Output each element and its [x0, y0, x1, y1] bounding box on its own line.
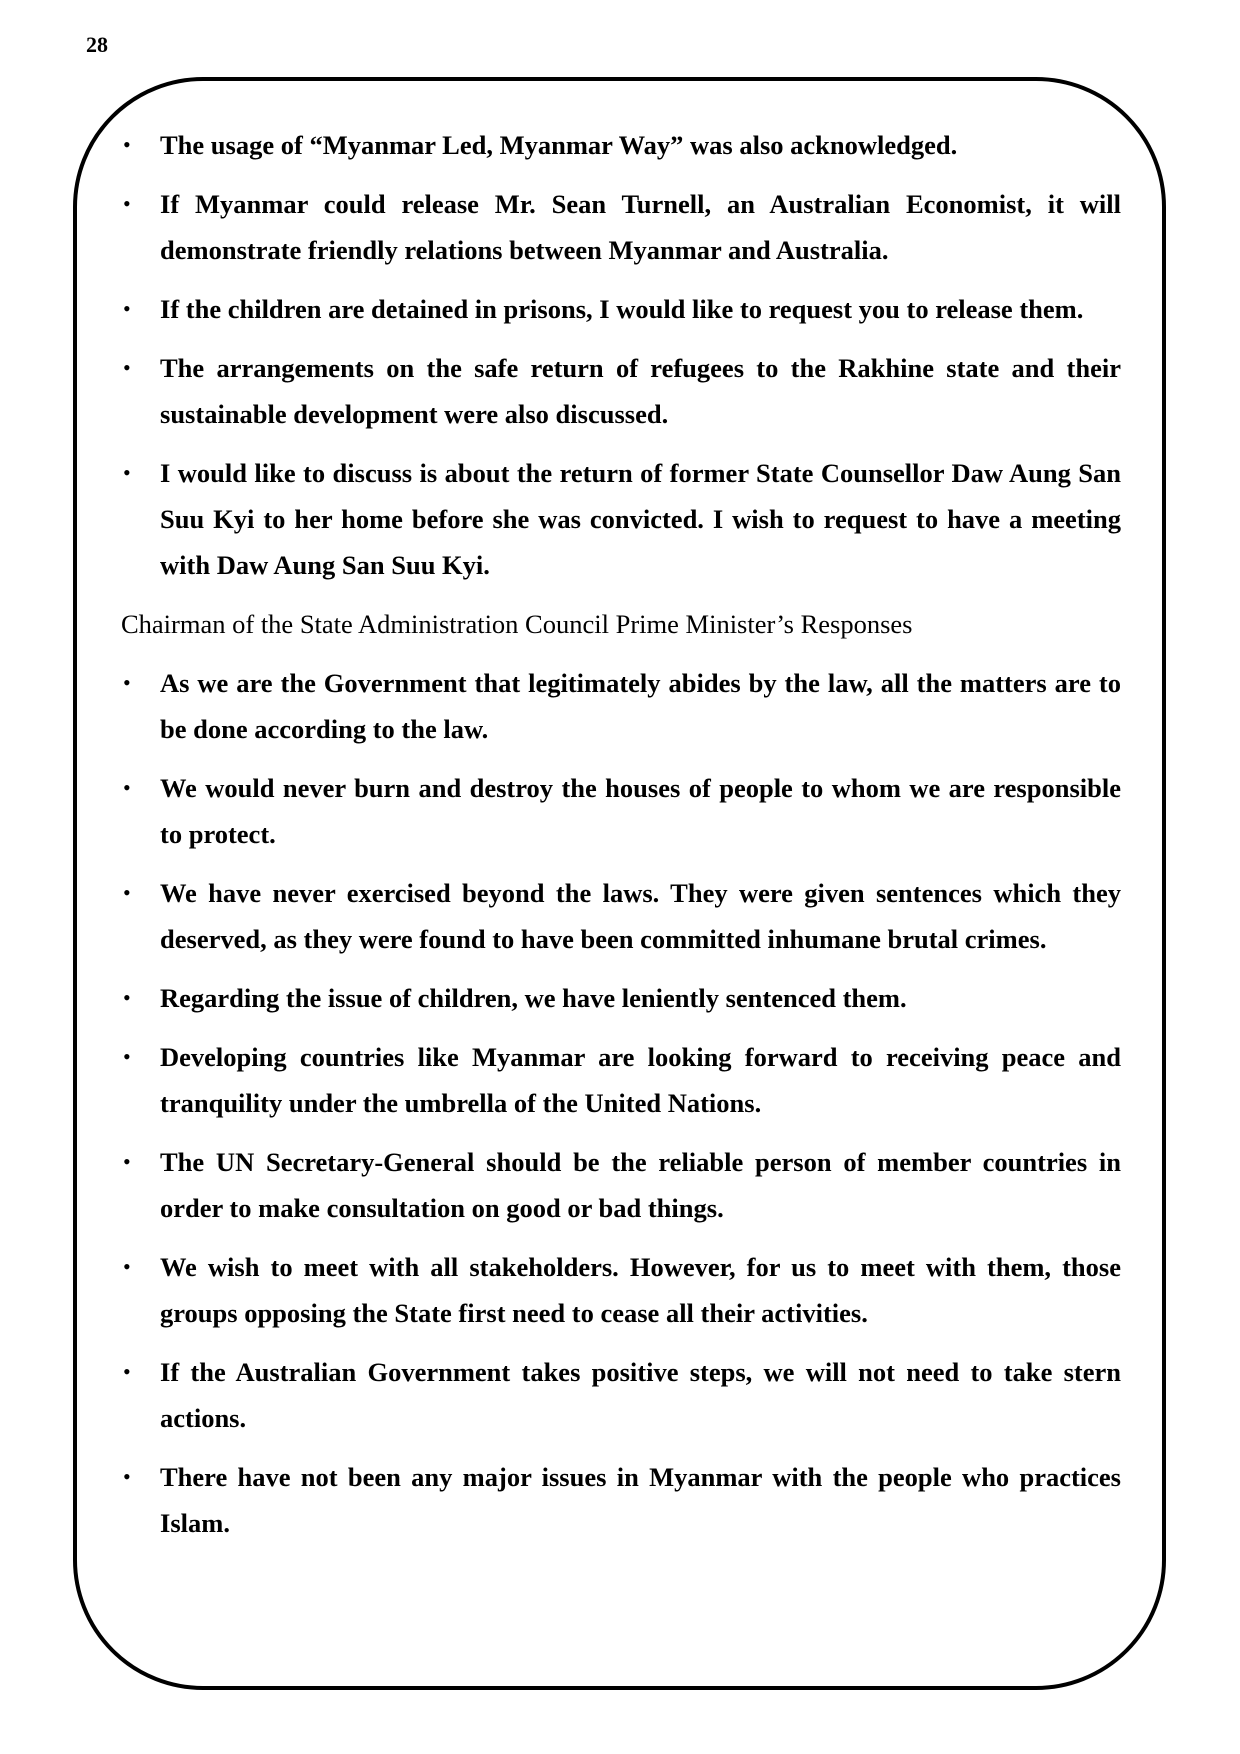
bullet-item-text: The UN Secretary-General should be the reliable person of member countries in order to make consultation on good or bad things. [160, 1147, 1121, 1223]
bullet-item [121, 450, 1121, 588]
bullet-icon: • [123, 1464, 131, 1489]
bullet-icon: • [123, 296, 131, 321]
bullet-icon: • [123, 775, 131, 800]
bullet-item [121, 1034, 1121, 1126]
bullet-item-text: Developing countries like Myanmar are looking forward to receiving peace and tranquility under the umbrella of the United Nations. [160, 1042, 1121, 1118]
bullet-item [121, 1349, 1121, 1441]
bullet-item [121, 181, 1121, 273]
bullet-icon: • [123, 132, 131, 157]
page-content [121, 122, 1121, 1559]
bullet-icon: • [123, 460, 131, 485]
bullet-icon: • [123, 191, 131, 216]
bullet-item [121, 1454, 1121, 1546]
bullet-item [121, 1139, 1121, 1231]
bullet-icon: • [123, 1149, 131, 1174]
request-bullet-list [121, 122, 1121, 588]
bullet-icon: • [123, 1254, 131, 1279]
bullet-item [121, 660, 1121, 752]
page-number: 28 [86, 32, 108, 57]
bullet-item [121, 1244, 1121, 1336]
bullet-item [121, 975, 1121, 1021]
bullet-icon: • [123, 355, 131, 380]
bullet-item-text: The usage of “Myanmar Led, Myanmar Way” was also acknowledged. [160, 130, 958, 160]
bullet-item [121, 345, 1121, 437]
bullet-item [121, 286, 1121, 332]
bullet-item-text: We have never exercised beyond the laws. They were given sentences which they deserved, as they were found to have been committed inhumane brutal crimes. [160, 878, 1121, 954]
bullet-item-text: We wish to meet with all stakeholders. However, for us to meet with them, those groups opposing the State first need to cease all their activities. [160, 1252, 1121, 1328]
bullet-item-text: If the children are detained in prisons, I would like to request you to release them. [160, 294, 1084, 324]
bullet-item [121, 122, 1121, 168]
bullet-icon: • [123, 670, 131, 695]
bullet-item-text: We would never burn and destroy the houses of people to whom we are responsible to protect. [160, 773, 1121, 849]
bullet-item [121, 870, 1121, 962]
bullet-item-text: As we are the Government that legitimately abides by the law, all the matters are to be done according to the law. [160, 668, 1121, 744]
bullet-item [121, 765, 1121, 857]
section-heading: Chairman of the State Administration Council Prime Minister’s Responses [121, 609, 913, 639]
bullet-item-text: Regarding the issue of children, we have leniently sentenced them. [160, 983, 907, 1013]
bullet-icon: • [123, 880, 131, 905]
bullet-item-text: If the Australian Government takes positive steps, we will not need to take stern actions. [160, 1357, 1121, 1433]
bullet-icon: • [123, 985, 131, 1010]
bullet-icon: • [123, 1044, 131, 1069]
bullet-icon: • [123, 1359, 131, 1384]
response-bullet-list [121, 660, 1121, 1546]
bullet-item-text: If Myanmar could release Mr. Sean Turnell, an Australian Economist, it will demonstrate friendly relations between Myanmar and Australia. [160, 189, 1121, 265]
bullet-item-text: The arrangements on the safe return of refugees to the Rakhine state and their sustainable development were also discussed. [160, 353, 1121, 429]
bullet-item-text: There have not been any major issues in Myanmar with the people who practices Islam. [160, 1462, 1121, 1538]
bullet-item-text: I would like to discuss is about the return of former State Counsellor Daw Aung San Suu Kyi to her home before she was convicted. I wish to request to have a meeting with Daw Aung San Suu Kyi. [160, 458, 1121, 580]
